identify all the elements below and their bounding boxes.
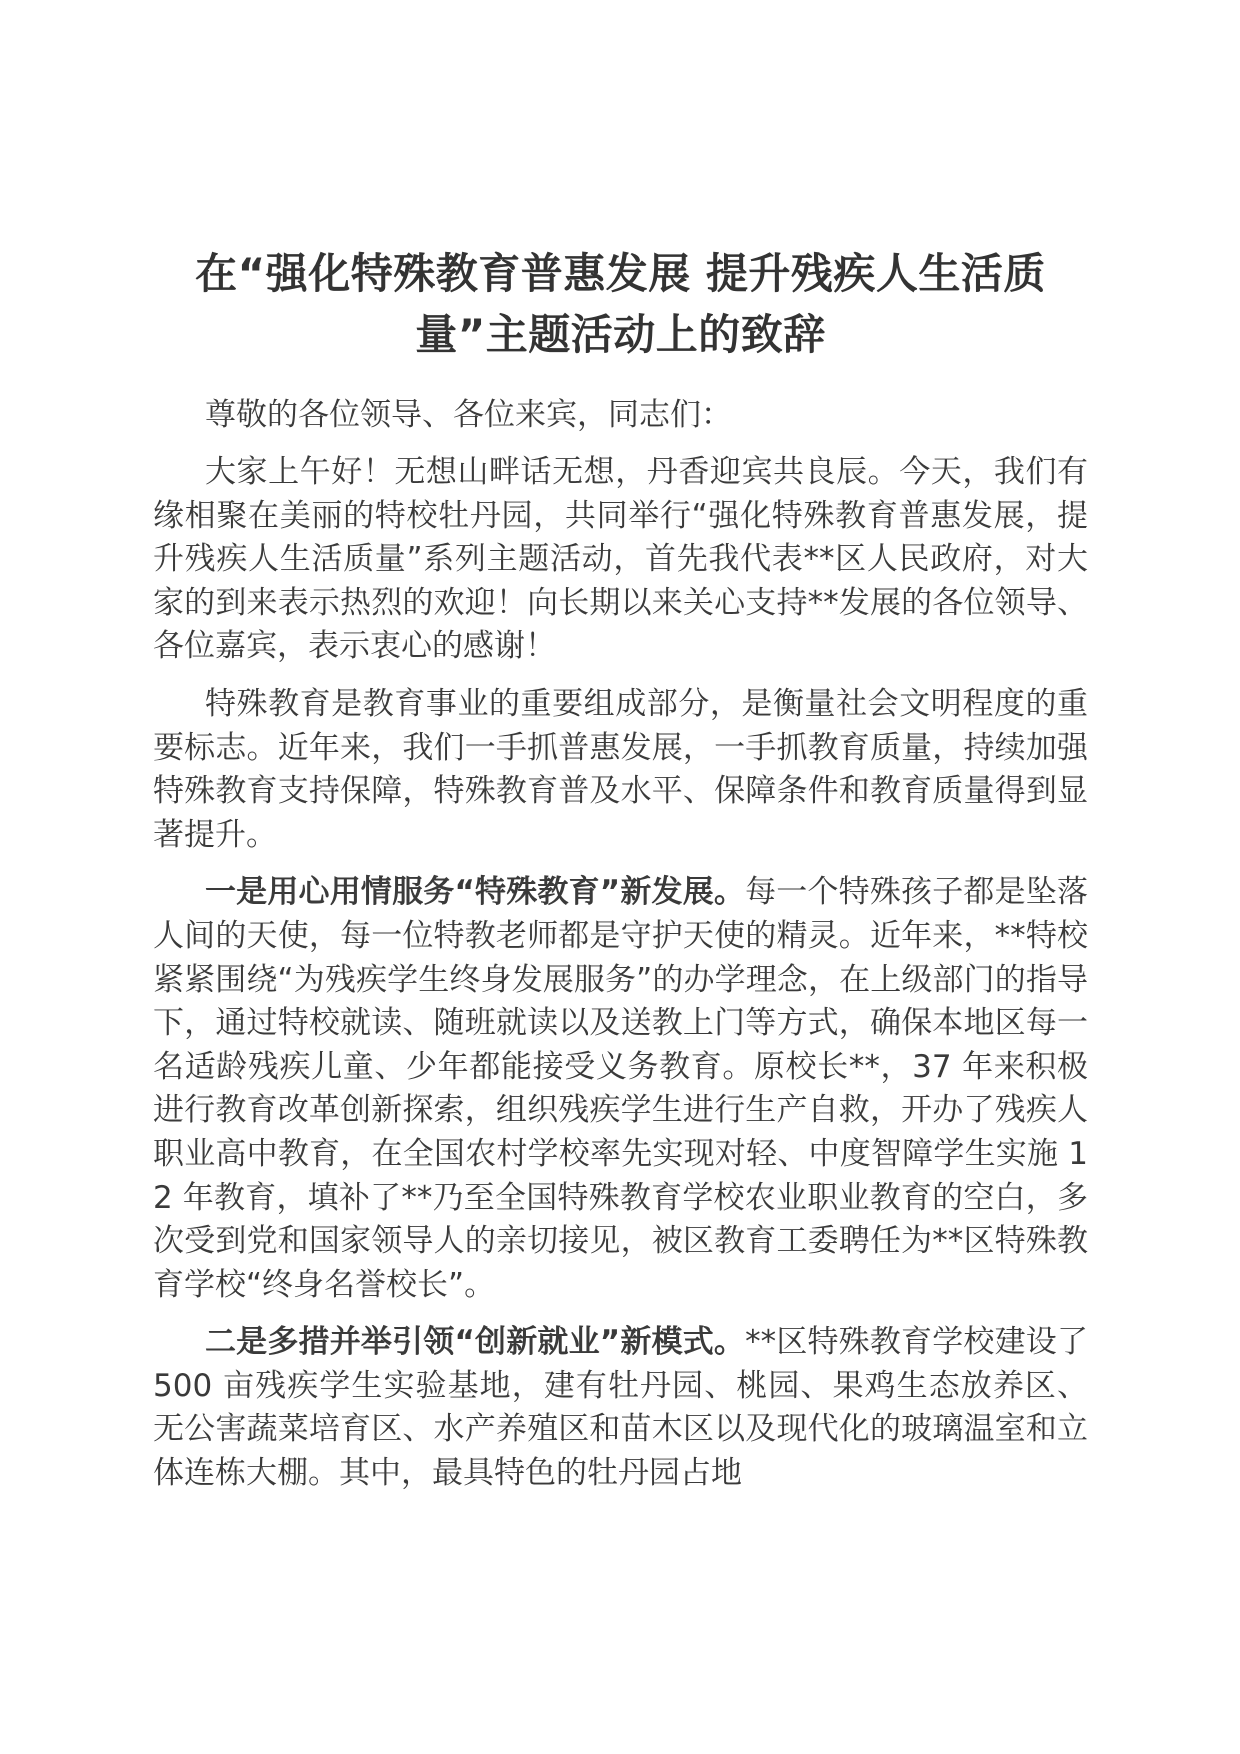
paragraph-overview — [153, 683, 1088, 857]
paragraph-point-two — [153, 1321, 1088, 1495]
document-page — [153, 243, 1088, 1496]
document-title — [153, 243, 1088, 365]
paragraph-point-one — [153, 871, 1088, 1307]
title-line-2: 量”主题活动上的致辞 — [415, 310, 826, 359]
paragraph-text: 每一个特殊孩子都是坠落人间的天使，每一位特教老师都是守护天使的精灵。近年来，**特校紧紧围绕“为残疾学生终身发展服务”的办学理念，在上级部门的指导下，通过特校就读、随班就读以及送教上门等方式，确保本地区每一名适龄残疾儿童、少年都能接受义务教育。原校长**，37 年来积极进行教育改革创新探索，组织残疾学生进行生产自救，开办了残疾人职业高中教育，在全国农村学校率先实现对轻、中度智障学生实施 12 年教育，填补了**乃至全国特殊教育学校农业职业教育的空白，多次受到党和国家领导人的亲切接见，被区教育工委聘任为**区特殊教育学校“终身名誉校长”。 — [153, 874, 1088, 1303]
paragraph-lead: 一是用心用情服务“特殊教育”新发展。 — [205, 874, 746, 911]
paragraph-text: **区特殊教育学校建设了 500 亩残疾学生实验基地，建有牡丹园、桃园、果鸡生态放养区、无公害蔬菜培育区、水产养殖区和苗木区以及现代化的玻璃温室和立体连栋大棚。其中，最具特色的牡丹园占地 — [153, 1324, 1088, 1492]
salutation: 尊敬的各位领导、各位来宾，同志们： — [205, 397, 732, 433]
title-line-1: 在“强化特殊教育普惠发展 提升残疾人生活质 — [195, 249, 1046, 298]
paragraph-text: 大家上午好！无想山畔话无想，丹香迎宾共良辰。今天，我们有缘相聚在美丽的特校牡丹园，共同举行“强化特殊教育普惠发展，提升残疾人生活质量”系列主题活动，首先我代表**区人民政府，对大家的到来表示热烈的欢迎！向长期以来关心支持**发展的各位领导、各位嘉宾，表示衷心的感谢！ — [153, 454, 1088, 665]
paragraph-lead: 二是多措并举引领“创新就业”新模式。 — [205, 1324, 746, 1361]
paragraph-text: 特殊教育是教育事业的重要组成部分，是衡量社会文明程度的重要标志。近年来，我们一手抓普惠发展，一手抓教育质量，持续加强特殊教育支持保障，特殊教育普及水平、保障条件和教育质量得到显著提升。 — [153, 685, 1088, 853]
paragraph-welcome — [153, 451, 1088, 669]
